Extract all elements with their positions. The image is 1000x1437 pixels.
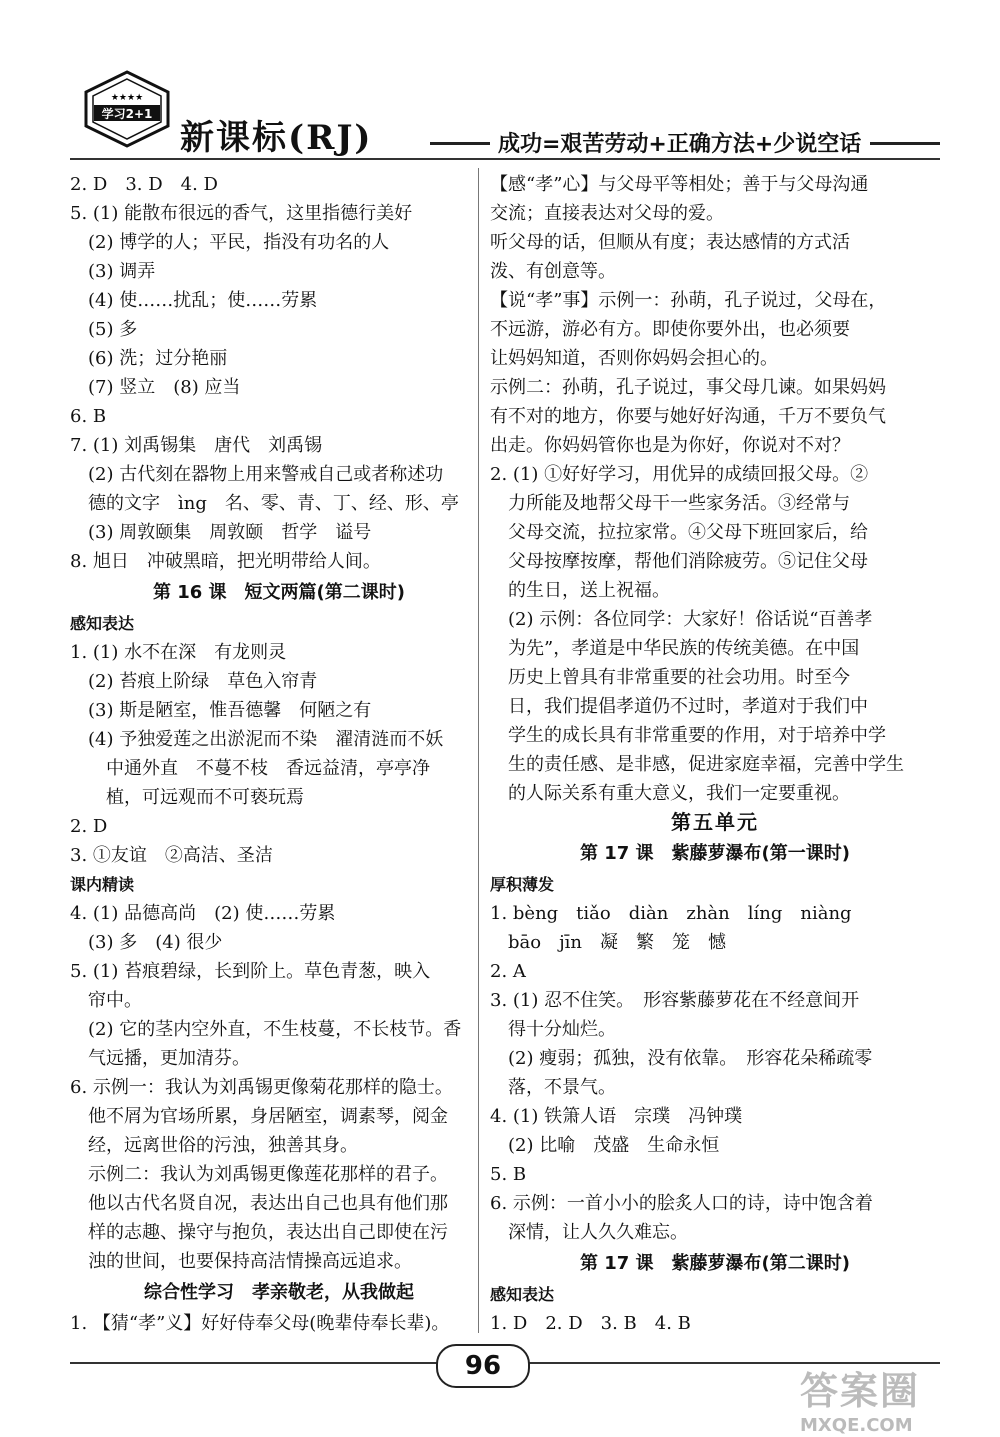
answer-line: 帘中。 [70, 990, 142, 1011]
answer-line: 3. ①友谊 ②高洁、圣洁 [70, 845, 273, 866]
logo-text: 学习2+1 [101, 107, 153, 121]
answer-line: 6. 示例：一首小小的脍炙人口的诗，诗中饱含着 [490, 1193, 873, 1214]
answer-line: 不远游，游必有方。即使你要外出，也必须要 [490, 319, 850, 340]
answer-line: (2) 瘦弱；孤独，没有依靠。 形容花朵稀疏零 [490, 1048, 873, 1069]
answer-line: 2. D 3. D 4. D [70, 174, 218, 195]
answer-line: 植，可远观而不可亵玩焉 [70, 787, 304, 808]
answer-line: 示例二：我认为刘禹锡更像莲花那样的君子。 [70, 1164, 448, 1185]
answer-line: 出走。你妈妈管你也是为你好，你说对不对？ [490, 435, 850, 456]
answer-line: 为先”，孝道是中华民族的传统美德。在中国 [490, 638, 860, 659]
answer-line: (2) 示例：各位同学：大家好！俗话说“百善孝 [490, 609, 873, 630]
unit-title: 第五单元 [671, 810, 759, 834]
answer-line: 让妈妈知道，否则你妈妈会担心的。 [490, 348, 778, 369]
answer-line: 的生日，送上祝福。 [490, 580, 670, 601]
answer-line: 3. (1) 忍不住笑。 形容紫藤萝花在不经意间开 [490, 990, 860, 1011]
answer-line: (6) 洗；过分艳丽 [70, 348, 228, 369]
answer-line: 泼、有创意等。 [490, 261, 616, 282]
answer-line: 经，远离世俗的污浊，独善其身。 [70, 1135, 358, 1156]
answer-line: 2. (1) ①好好学习，用优异的成绩回报父母。② [490, 464, 869, 485]
answer-line: 样的志趣、操守与抱负，表达出自己即使在污 [70, 1222, 448, 1243]
right-answer-column [490, 170, 940, 1338]
watermark [800, 1360, 990, 1436]
answer-line: 深情，让人久久难忘。 [490, 1222, 688, 1243]
answer-line: (5) 多 [70, 319, 138, 340]
answer-line: 2. A [490, 961, 526, 982]
answer-line: 力所能及地帮父母干一些家务活。③经常与 [490, 493, 850, 514]
answer-line: (3) 斯是陋室，惟吾德馨 何陋之有 [70, 700, 372, 721]
left-answer-column [70, 170, 488, 1338]
answer-line: 6. B [70, 406, 107, 427]
answer-line: 他不屑为官场所累，身居陋室，调素琴，阅金 [70, 1106, 448, 1127]
answer-line: 气远播，更加清芬。 [70, 1048, 250, 1069]
answer-line: 4. (1) 铁箫人语 宗璞 冯钟璞 [490, 1106, 743, 1127]
motto-divider-right [870, 142, 940, 145]
section-label: 感知表达 [490, 1285, 555, 1304]
lesson-heading: 第 17 课 紫藤萝瀑布(第一课时) [579, 843, 851, 864]
answer-line: 日，我们提倡孝道仍不过时，孝道对于我们中 [490, 696, 868, 717]
svg-text:★★★★: ★★★★ [110, 93, 144, 103]
answer-line: (3) 多 (4) 很少 [70, 932, 223, 953]
answer-line: (2) 它的茎内空外直，不生枝蔓，不长枝节。香 [70, 1019, 462, 1040]
answer-line: (4) 予独爱莲之出淤泥而不染 濯清涟而不妖 [70, 729, 444, 750]
answer-line: (4) 使……扰乱；使……劳累 [70, 290, 318, 311]
answer-line: 5. (1) 苔痕碧绿，长到阶上。草色青葱，映入 [70, 961, 431, 982]
answer-line: (7) 竖立 (8) 应当 [70, 377, 241, 398]
column-divider [478, 168, 479, 1333]
answer-line: 2. D [70, 816, 108, 837]
answer-line: 学生的成长具有非常重要的作用，对于培养中学 [490, 725, 886, 746]
answer-line: (2) 古代刻在器物上用来警戒自己或者称述功 [70, 464, 444, 485]
answer-line: 中通外直 不蔓不枝 香远益清，亭亭净 [70, 758, 430, 779]
answer-line: 【感“孝”心】与父母平等相处；善于与父母沟通 [490, 174, 869, 195]
answer-line: 1. (1) 水不在深 有龙则灵 [70, 642, 287, 663]
answer-line: 5. B [490, 1164, 527, 1185]
answer-line: 听父母的话，但顺从有度；表达感情的方式活 [490, 232, 850, 253]
answer-line: 有不对的地方，你要与她好好沟通，千万不要负气 [490, 406, 886, 427]
header-rule [70, 158, 940, 160]
answer-line: 历史上曾具有非常重要的社会功用。时至今 [490, 667, 850, 688]
answer-line: 德的文字 ìng 名、零、青、丁、经、形、亭 [70, 493, 459, 514]
lesson-heading: 第 16 课 短文两篇(第二课时) [152, 582, 406, 603]
answer-line: 生的责任感、是非感，促进家庭幸福，完善中学生 [490, 754, 904, 775]
logo-badge-icon [80, 70, 175, 148]
answer-line: 【说“孝”事】示例一：孙萌，孔子说过，父母在， [490, 290, 887, 311]
answer-line: 示例二：孙萌，孔子说过，事父母几谏。如果妈妈 [490, 377, 886, 398]
answer-line: 父母按摩按摩，帮他们消除疲劳。⑤记住父母 [490, 551, 868, 572]
answer-line: 7. (1) 刘禹锡集 唐代 刘禹锡 [70, 435, 323, 456]
answer-line: 4. (1) 品德高尚 (2) 使……劳累 [70, 903, 336, 924]
answer-line: (3) 周敦颐集 周敦颐 哲学 谥号 [70, 522, 372, 543]
answer-line: 他以古代名贤自况，表达出自己也具有他们那 [70, 1193, 448, 1214]
motto-divider-left [430, 142, 490, 145]
header-motto: 成功=艰苦劳动+正确方法+少说空话 [498, 132, 862, 157]
answer-line: 得十分灿烂。 [490, 1019, 616, 1040]
answer-line: 6. 示例一：我认为刘禹锡更像菊花那样的隐士。 [70, 1077, 453, 1098]
series-title: 新课标(RJ) [180, 118, 373, 158]
answer-line: 8. 旭日 冲破黑暗，把光明带给人间。 [70, 551, 381, 572]
section-label: 厚积薄发 [490, 875, 555, 894]
page-number: 96 [436, 1344, 530, 1388]
lesson-heading: 第 17 课 紫藤萝瀑布(第二课时) [579, 1253, 851, 1274]
answer-line: (2) 比喻 茂盛 生命永恒 [490, 1135, 720, 1156]
answer-line: (2) 博学的人；平民，指没有功名的人 [70, 232, 390, 253]
watermark-logo-text: 答案圈 [800, 1369, 921, 1413]
lesson-heading: 综合性学习 孝亲敬老，从我做起 [144, 1282, 414, 1303]
answer-line: bāo jīn 凝 繁 笼 憾 [490, 932, 727, 953]
section-label: 感知表达 [70, 614, 135, 633]
section-label: 课内精读 [70, 875, 135, 894]
answer-line: 的人际关系有重大意义，我们一定要重视。 [490, 783, 850, 804]
answer-line: 5. (1) 能散布很远的香气，这里指德行美好 [70, 203, 413, 224]
answer-line: (3) 调弄 [70, 261, 156, 282]
answer-line: 1. 【猜“孝”义】好好侍奉父母(晚辈侍奉长辈)。 [70, 1313, 450, 1334]
answer-line: (2) 苔痕上阶绿 草色入帘青 [70, 671, 318, 692]
answer-line: 浊的世间，也要保持高洁情操高远追求。 [70, 1251, 412, 1272]
answer-line: 交流；直接表达对父母的爱。 [490, 203, 724, 224]
answer-line: 1. D 2. D 3. B 4. B [490, 1313, 691, 1334]
answer-line: 1. bèng tiǎo diàn zhàn líng niàng [490, 903, 852, 924]
answer-line: 父母交流，拉拉家常。④父母下班回家后，给 [490, 522, 868, 543]
answer-line: 落，不景气。 [490, 1077, 616, 1098]
page-header [0, 0, 1000, 170]
watermark-url: MXQE.COM [800, 1415, 913, 1436]
